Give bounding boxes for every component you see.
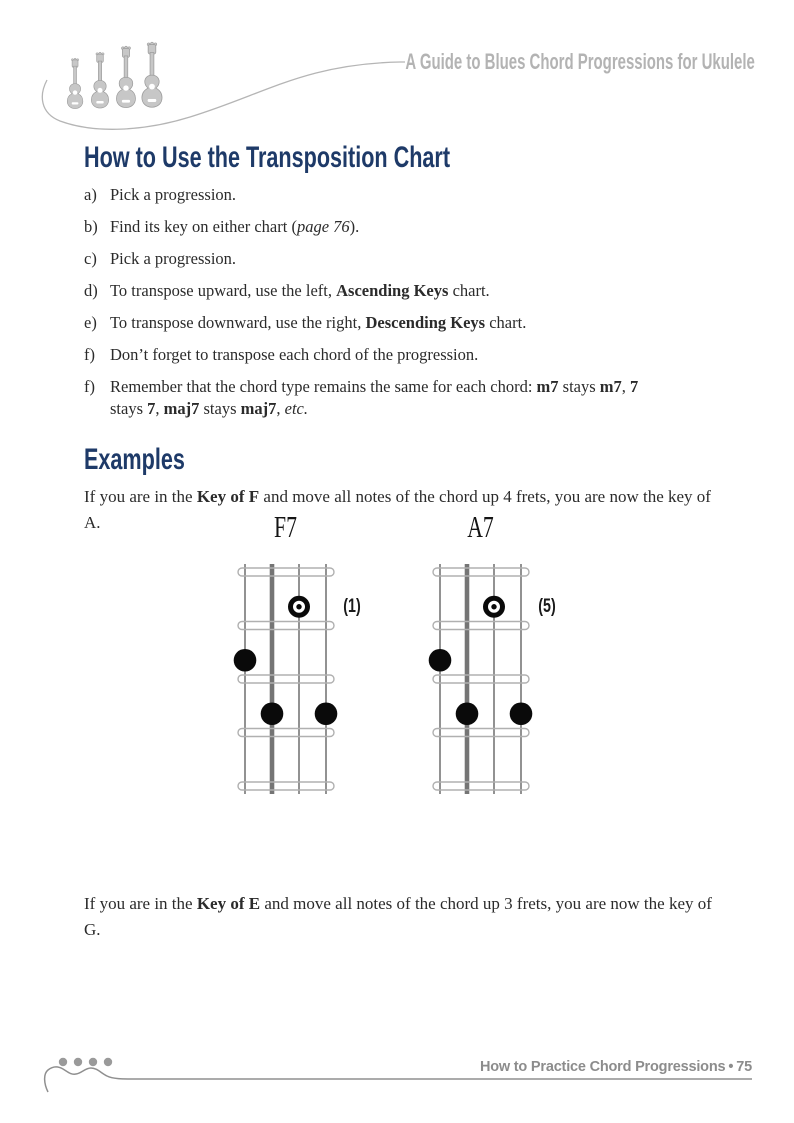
section-heading-examples: Examples	[84, 443, 185, 476]
text-segment: ,	[276, 399, 285, 418]
list-item-label: c)	[84, 249, 97, 268]
fret-bar	[433, 675, 529, 683]
fingering-dot	[456, 702, 479, 725]
text-segment: Pick a progression.	[110, 249, 237, 268]
list-item	[84, 216, 719, 238]
chord-diagram-a7	[425, 510, 585, 810]
example2-text	[84, 891, 719, 943]
text-segment: chart.	[448, 281, 490, 300]
list-item-text	[110, 376, 640, 420]
footer-dot	[104, 1058, 112, 1066]
list-item-text	[110, 184, 236, 206]
list-item-text	[110, 216, 359, 238]
text-segment: Don’t forget to transpose each chord of the progression.	[110, 345, 479, 364]
list-item	[84, 280, 719, 302]
fret-bar	[238, 568, 334, 576]
text-segment: m7	[599, 377, 622, 396]
book-title: A Guide to Blues Chord Progressions for Ukulele	[405, 49, 755, 74]
fret-bar	[238, 729, 334, 737]
root-note-center-dot	[296, 604, 301, 609]
list-item	[84, 184, 719, 206]
fret-bar	[433, 622, 529, 630]
text-segment: etc.	[284, 399, 308, 418]
text-segment: To transpose upward, use the left,	[110, 281, 337, 300]
text-segment: Remember that the chord type remains the same for each chord:	[110, 377, 537, 396]
text-segment: maj7	[240, 399, 277, 418]
list-item-label: d)	[84, 281, 98, 300]
list-item-label: b)	[84, 217, 98, 236]
text-segment: m7	[536, 377, 559, 396]
text-segment: stays	[199, 399, 241, 418]
fret-number-label: (1)	[343, 596, 361, 617]
footer-dot	[74, 1058, 82, 1066]
footer-title-text: How to Practice Chord Progressions	[479, 1059, 726, 1075]
ukulele-icon	[142, 42, 162, 107]
text-segment: If you are in the	[84, 894, 197, 913]
list-item-label: f)	[84, 377, 95, 396]
list-item-text	[110, 280, 490, 302]
ukulele-icon	[91, 52, 108, 108]
footer-running-title	[480, 1058, 752, 1076]
chord-diagram-f7	[230, 510, 390, 810]
header-ukulele-art	[0, 0, 794, 150]
list-item-label: a)	[84, 185, 97, 204]
text-segment: ,	[155, 399, 164, 418]
text-segment: To transpose downward, use the right,	[110, 313, 366, 332]
text-segment: Descending Keys	[365, 313, 486, 332]
list-item-label: e)	[84, 313, 97, 332]
text-segment: page 76	[296, 217, 350, 236]
list-item	[84, 312, 719, 334]
fret-bar	[238, 782, 334, 790]
text-segment: stays	[558, 377, 600, 396]
fingering-dot	[234, 649, 257, 672]
chord-name-label: F7	[274, 509, 297, 544]
text-segment: ).	[349, 217, 360, 236]
fret-bar	[238, 675, 334, 683]
list-item-text	[110, 248, 236, 270]
text-segment: stays	[110, 399, 148, 418]
fret-bar	[238, 622, 334, 630]
fingering-dot	[510, 702, 533, 725]
list-item	[84, 376, 719, 420]
fingering-dot	[315, 702, 338, 725]
fret-bar	[433, 729, 529, 737]
fingering-dot	[261, 702, 284, 725]
example1-text	[84, 484, 719, 536]
text-segment: chart.	[485, 313, 527, 332]
text-segment: If you are in the	[84, 487, 197, 506]
footer-dot	[89, 1058, 97, 1066]
text-segment: Key of E	[196, 894, 261, 913]
ukulele-icon	[116, 46, 135, 107]
text-segment: and move all notes of the chord up 3 frets, you are now the key of G.	[84, 894, 712, 939]
fret-bar	[433, 782, 529, 790]
fret-bar	[433, 568, 529, 576]
chord-name-label: A7	[467, 509, 494, 544]
text-segment: Ascending Keys	[336, 281, 449, 300]
text-segment: maj7	[163, 399, 200, 418]
footer-dot	[59, 1058, 67, 1066]
section-heading-transposition: How to Use the Transposition Chart	[84, 141, 451, 174]
root-note-center-dot	[491, 604, 496, 609]
page-number: 75	[736, 1059, 752, 1075]
text-segment: 7	[147, 399, 156, 418]
list-item	[84, 248, 719, 270]
footer-bullet: •	[728, 1059, 734, 1075]
text-segment: ,	[621, 377, 631, 396]
list-item-text	[110, 344, 478, 366]
fret-number-label: (5)	[538, 596, 556, 617]
instruction-list	[84, 184, 719, 430]
list-item-label: f)	[84, 345, 95, 364]
text-segment: Key of F	[196, 487, 260, 506]
fingering-dot	[429, 649, 452, 672]
text-segment: Find its key on either chart (	[110, 217, 297, 236]
ukulele-icon	[67, 58, 83, 108]
list-item-text	[110, 312, 526, 334]
text-segment: Pick a progression.	[110, 185, 237, 204]
list-item	[84, 344, 719, 366]
text-segment: 7	[630, 377, 639, 396]
text-segment: and move all notes of the chord up 4 frets, you are now the key of A.	[84, 487, 711, 532]
